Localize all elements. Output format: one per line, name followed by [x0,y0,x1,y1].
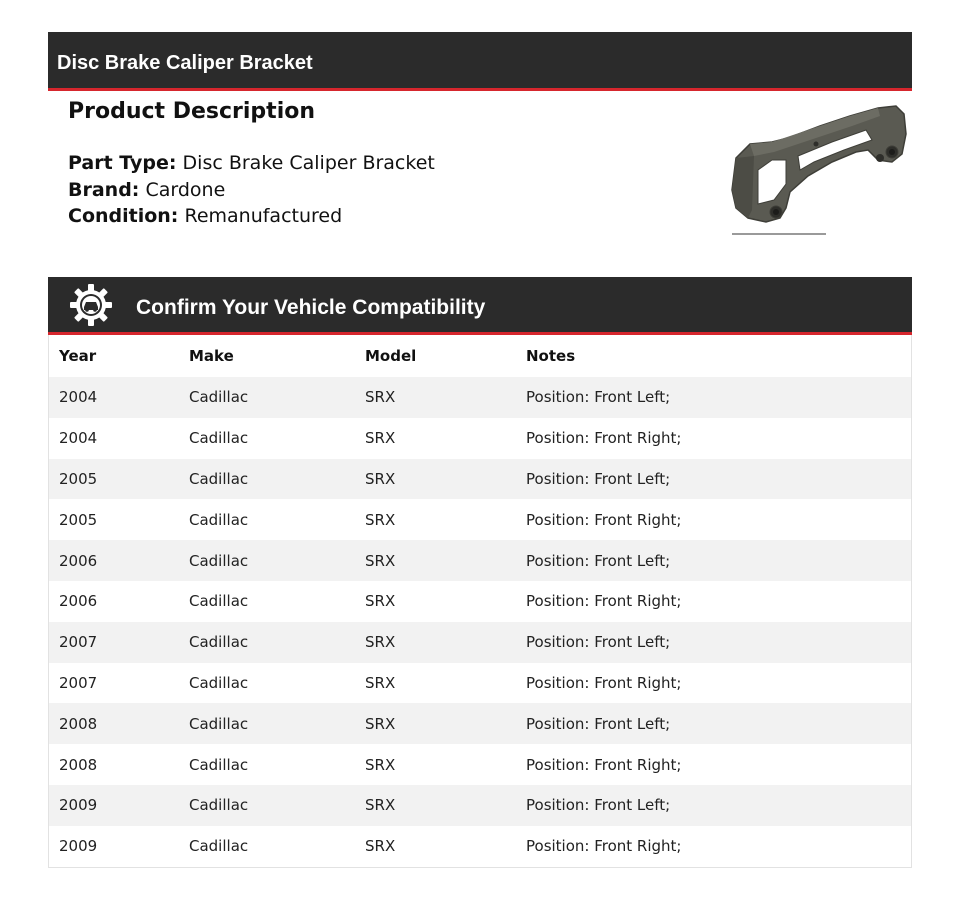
cell-make: Cadillac [179,663,355,704]
cell-make: Cadillac [179,418,355,459]
condition-row [68,203,435,230]
cell-notes: Position: Front Right; [516,418,912,459]
cell-year: 2006 [49,540,180,581]
column-model: Model [355,335,516,377]
cell-year: 2008 [49,744,180,785]
cell-year: 2007 [49,663,180,704]
product-title-bar [48,32,912,91]
table-row [49,744,912,785]
caliper-bracket-image [728,100,912,242]
cell-make: Cadillac [179,499,355,540]
table-row [49,663,912,704]
cell-make: Cadillac [179,703,355,744]
column-year: Year [49,335,180,377]
table-header-row [49,335,912,377]
compatibility-header [48,277,912,335]
product-title: Disc Brake Caliper Bracket [57,52,313,74]
cell-notes: Position: Front Left; [516,703,912,744]
table-row [49,499,912,540]
cell-model: SRX [355,499,516,540]
caliper-bracket-icon [728,100,912,242]
compatibility-table [48,335,912,868]
cell-year: 2005 [49,499,180,540]
brand-label: Brand: [68,178,140,201]
cell-model: SRX [355,622,516,663]
cell-year: 2007 [49,622,180,663]
cell-make: Cadillac [179,622,355,663]
part-type-value: Disc Brake Caliper Bracket [182,152,435,174]
cell-year: 2006 [49,581,180,622]
cell-notes: Position: Front Left; [516,459,912,500]
cell-notes: Position: Front Right; [516,744,912,785]
cell-notes: Position: Front Right; [516,499,912,540]
cell-model: SRX [355,663,516,704]
gear-car-icon [69,283,113,327]
cell-year: 2004 [49,418,180,459]
cell-make: Cadillac [179,377,355,418]
cell-model: SRX [355,459,516,500]
cell-make: Cadillac [179,826,355,867]
cell-model: SRX [355,826,516,867]
cell-make: Cadillac [179,540,355,581]
cell-model: SRX [355,540,516,581]
table-row [49,540,912,581]
condition-value: Remanufactured [184,205,343,227]
compatibility-title: Confirm Your Vehicle Compatibility [136,296,486,319]
cell-model: SRX [355,785,516,826]
cell-model: SRX [355,581,516,622]
cell-model: SRX [355,418,516,459]
column-notes: Notes [516,335,912,377]
brand-row [68,177,435,204]
cell-make: Cadillac [179,785,355,826]
part-type-label: Part Type: [68,152,177,174]
cell-make: Cadillac [179,581,355,622]
cell-year: 2008 [49,703,180,744]
cell-year: 2004 [49,377,180,418]
cell-year: 2009 [49,785,180,826]
part-type-row [68,150,435,177]
table-row [49,622,912,663]
description-details [68,150,435,230]
cell-notes: Position: Front Left; [516,622,912,663]
table-row [49,418,912,459]
column-make: Make [179,335,355,377]
table-row [49,459,912,500]
cell-notes: Position: Front Left; [516,540,912,581]
cell-notes: Position: Front Right; [516,581,912,622]
product-description [68,96,435,230]
cell-notes: Position: Front Left; [516,785,912,826]
description-heading: Product Description [68,99,316,124]
table-row [49,377,912,418]
cell-model: SRX [355,703,516,744]
cell-make: Cadillac [179,459,355,500]
cell-notes: Position: Front Right; [516,663,912,704]
cell-notes: Position: Front Left; [516,377,912,418]
table-row [49,581,912,622]
table-body [49,377,912,867]
cell-year: 2005 [49,459,180,500]
cell-year: 2009 [49,826,180,867]
table-row [49,703,912,744]
cell-model: SRX [355,744,516,785]
cell-notes: Position: Front Right; [516,826,912,867]
condition-label: Condition: [68,205,179,227]
table-row [49,826,912,867]
table-row [49,785,912,826]
brand-value: Cardone [145,178,226,201]
cell-make: Cadillac [179,744,355,785]
cell-model: SRX [355,377,516,418]
